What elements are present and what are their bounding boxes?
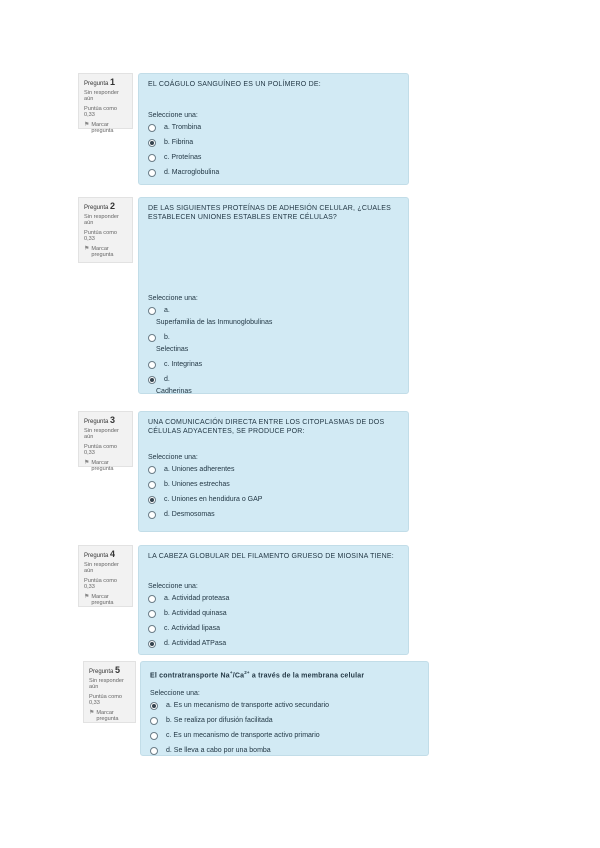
radio-button[interactable] [148, 610, 156, 618]
answer-option-a[interactable]: a. Actividad proteasa [148, 594, 399, 603]
question-status: Sin responder aún [84, 562, 119, 574]
radio-button[interactable] [148, 496, 156, 504]
radio-button[interactable] [148, 481, 156, 489]
question-info-3 [78, 411, 133, 472]
flag-icon: ⚑ [89, 710, 95, 716]
question-text: UNA COMUNICACIÓN DIRECTA ENTRE LOS CITOPLASMAS DE DOS CÉLULAS ADYACENTES, SE PRODUCE POR: [148, 419, 385, 435]
radio-button[interactable] [148, 361, 156, 369]
question-info-1 [78, 73, 133, 134]
select-prompt: Seleccione una: [148, 583, 198, 590]
answer-option-d[interactable]: d. Cadherinas [148, 375, 399, 396]
flag-question-button[interactable]: ⚑ Marcar pregunta [84, 460, 114, 472]
radio-button[interactable] [148, 334, 156, 342]
flag-icon: ⚑ [84, 594, 90, 600]
answer-option-c[interactable]: c. Actividad lipasa [148, 624, 399, 633]
answer-option-b[interactable]: b. Selectinas [148, 333, 399, 354]
question-score: Puntúa como 0,33 [84, 578, 117, 590]
answer-option-a[interactable]: a. Es un mecanismo de transporte activo secundario [150, 701, 419, 710]
radio-button[interactable] [150, 732, 158, 740]
flag-question-button[interactable]: ⚑ Marcar pregunta [84, 594, 114, 606]
question-number: Pregunta 5 [89, 665, 121, 675]
radio-button[interactable] [148, 640, 156, 648]
question-text: LA CABEZA GLOBULAR DEL FILAMENTO GRUESO DE MIOSINA TIENE: [148, 553, 394, 560]
answer-option-c[interactable]: c. Uniones en hendidura o GAP [148, 495, 399, 504]
question-score: Puntúa como 0,33 [84, 230, 117, 242]
radio-button[interactable] [148, 307, 156, 315]
flag-question-button[interactable]: ⚑ Marcar pregunta [89, 710, 119, 722]
answer-option-d[interactable]: d. Se lleva a cabo por una bomba [150, 746, 419, 755]
question-number: Pregunta 3 [84, 415, 116, 425]
question-text: El contratransporte $Na^+/Ca^{2+}$ a través de la membrana celular [150, 670, 365, 680]
question-content-5 [140, 661, 429, 756]
question-content-4 [138, 545, 409, 655]
question-text: DE LAS SIGUIENTES PROTEÍNAS DE ADHESIÓN CELULAR, ¿CUALES ESTABLECEN UNIONES ESTABLES ENTRE CÉLULAS? [148, 205, 392, 221]
radio-button[interactable] [148, 376, 156, 384]
answer-option-d[interactable]: d. Macroglobulina [148, 168, 399, 177]
select-prompt: Seleccione una: [148, 295, 198, 302]
radio-button[interactable] [150, 702, 158, 710]
answer-option-a[interactable]: a. Superfamilia de las Inmunoglobulinas [148, 306, 399, 327]
flag-icon: ⚑ [84, 246, 90, 252]
answer-option-b[interactable]: b. Se realiza por difusión facilitada [150, 716, 419, 725]
radio-button[interactable] [148, 154, 156, 162]
answer-option-c[interactable]: c. Es un mecanismo de transporte activo primario [150, 731, 419, 740]
select-prompt: Seleccione una: [148, 454, 198, 461]
question-status: Sin responder aún [84, 428, 119, 440]
flag-question-button[interactable]: ⚑ Marcar pregunta [84, 122, 114, 134]
radio-button[interactable] [148, 595, 156, 603]
question-content-2 [138, 197, 409, 394]
radio-button[interactable] [148, 625, 156, 633]
answer-option-b[interactable]: b. Uniones estrechas [148, 480, 399, 489]
question-content-1 [138, 73, 409, 185]
flag-question-button[interactable]: ⚑ Marcar pregunta [84, 246, 114, 258]
question-score: Puntúa como 0,33 [89, 694, 122, 706]
question-info-2 [78, 197, 133, 263]
flag-icon: ⚑ [84, 122, 90, 128]
radio-button[interactable] [148, 466, 156, 474]
question-status: Sin responder aún [84, 90, 119, 102]
select-prompt: Seleccione una: [148, 112, 198, 119]
question-score: Puntúa como 0,33 [84, 106, 117, 118]
question-info-5 [83, 661, 136, 723]
answer-option-d[interactable]: d. Actividad ATPasa [148, 639, 399, 648]
question-number: Pregunta 2 [84, 201, 116, 211]
question-info-4 [78, 545, 133, 607]
radio-button[interactable] [148, 511, 156, 519]
question-score: Puntúa como 0,33 [84, 444, 117, 456]
answer-option-c[interactable]: c. Integrinas [148, 360, 399, 369]
flag-icon: ⚑ [84, 460, 90, 466]
answer-option-a[interactable]: a. Trombina [148, 123, 399, 132]
answer-option-b[interactable]: b. Fibrina [148, 138, 399, 147]
answer-option-a[interactable]: a. Uniones adherentes [148, 465, 399, 474]
question-status: Sin responder aún [89, 678, 124, 690]
radio-button[interactable] [148, 124, 156, 132]
radio-button[interactable] [150, 717, 158, 725]
question-number: Pregunta 1 [84, 77, 116, 87]
answer-option-b[interactable]: b. Actividad quinasa [148, 609, 399, 618]
radio-button[interactable] [148, 169, 156, 177]
answer-option-c[interactable]: c. Proteínas [148, 153, 399, 162]
question-content-3 [138, 411, 409, 532]
select-prompt: Seleccione una: [150, 690, 200, 698]
radio-button[interactable] [148, 139, 156, 147]
question-text: EL COÁGULO SANGUÍNEO ES UN POLÍMERO DE: [148, 81, 321, 88]
question-number: Pregunta 4 [84, 549, 116, 559]
radio-button[interactable] [150, 747, 158, 755]
answer-option-d[interactable]: d. Desmosomas [148, 510, 399, 519]
question-status: Sin responder aún [84, 214, 119, 226]
